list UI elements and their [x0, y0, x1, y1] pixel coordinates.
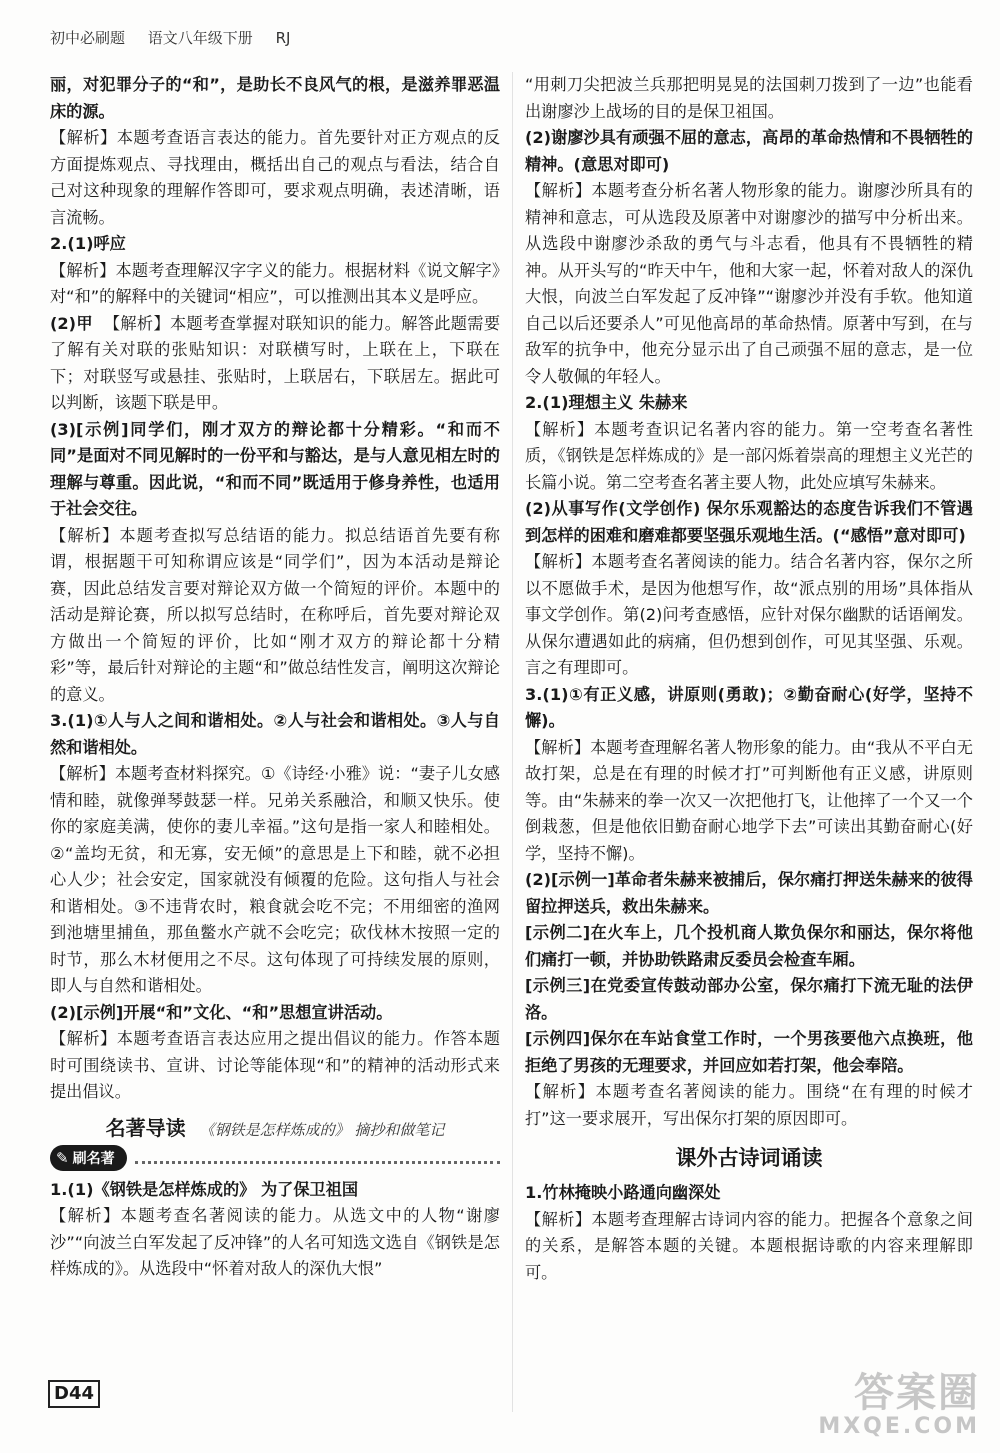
edition-label: RJ [275, 29, 291, 47]
section-title-classics [50, 1112, 500, 1141]
series-title: 初中必刷题 [50, 29, 126, 47]
question-number: 2. [50, 234, 68, 253]
question-item [50, 231, 500, 258]
analysis-text: 【解析】本题考查语言表达应用之提出倡议的能力。作答本题时可围绕读书、宣讲、讨论等能体现“和”的精神的活动形式来提出倡议。 [50, 1029, 500, 1101]
watermark-url: MXQE.COM [818, 1414, 980, 1439]
answer-text: (1)理想主义 朱赫来 [542, 393, 688, 412]
answer-text: (3)[示例]同学们，刚才双方的辩论都十分精彩。“和而不同”是面对不同见解时的一份平和与豁达，是与人意见相左时的理解与尊重。因此说，“和而不同”既适用于修身养性，也适用于社会交往。 [50, 419, 500, 518]
answer-text: 竹林掩映小路通向幽深处 [542, 1183, 721, 1202]
answer-text: (1)《钢铁是怎样炼成的》 为了保卫祖国 [67, 1179, 359, 1199]
question-number: 3. [50, 711, 68, 730]
question-item [525, 390, 973, 417]
page-header [50, 24, 950, 52]
question-number: 2. [525, 393, 543, 412]
analysis-text: “用刺刀尖把波兰兵那把明晃晃的法国刺刀拨到了一边”也能看出谢廖沙上战场的目的是保卫祖国。 [525, 75, 973, 121]
analysis-text: 【解析】本题考查掌握对联知识的能力。解答此题需要了解有关对联的张贴知识：对联横写时，上联在上，下联在下；对联竖写或悬挂、张贴时，上联居右，下联居左。据此可以判断，该题下联是甲。 [50, 313, 501, 412]
question-number: 3. [525, 684, 543, 704]
answer-text: [示例二]在火车上，几个投机商人欺负保尔和丽达，保尔将他们痛打一顿，并协助铁路肃反委员会检查车厢。 [525, 923, 973, 969]
pencil-icon: ✎ [56, 1148, 69, 1167]
answer-text: (1)①人与人之间和谐相处。②人与社会和谐相处。③人与自然和谐相处。 [50, 711, 500, 757]
analysis-text: 【解析】本题考查识记名著内容的能力。第一空考查名著性质，《钢铁是怎样炼成的》是一部闪烁着崇高的理想主义光芒的长篇小说。第二空考查名著主要人物，此处应填写朱赫来。 [525, 419, 973, 492]
page-number: D44 [48, 1380, 100, 1408]
analysis-text: 【解析】本题考查材料探究。①《诗经·小雅》说：“妻子儿女感情和睦，就像弹琴鼓瑟一样。兄弟关系融洽，和顺又快乐。使你的家庭美满，使你的妻儿幸福。”这句是指一家人和睦相处。②“盖均无贫，和无寡，安无倾”的意思是上下和睦，就不必担心人少；社会安定，国家就没有倾覆的危险。这句指人与社会和谐相处。③不违背农时，粮食就会吃不完；不用细密的渔网到池塘里捕鱼，那鱼鳖水产就不会吃完；砍伐林木按照一定的时节，那么木材便用之不尽。这句体现了可持续发展的原则，即人与自然和谐相处。 [50, 764, 500, 995]
question-item [50, 311, 500, 417]
answer-text: (2)甲 [50, 313, 93, 333]
answer-text: (1)①有正义感，讲原则(勇敢)；②勤奋耐心(好学，坚持不懈)。 [525, 684, 973, 730]
analysis-text: 【解析】本题考查理解古诗词内容的能力。把握各个意象之间的关系，是解答本题的关键。本题根据诗歌的内容来理解即可。 [525, 1209, 973, 1282]
analysis-text: 【解析】本题考查理解汉字字义的能力。根据材料《说文解字》对“和”的解释中的关键词“相应”，可以推测出其本义是呼应。 [50, 260, 500, 306]
question-item [525, 1180, 973, 1207]
analysis-text: 【解析】本题考查语言表达的能力。首先要针对正方观点的反方面提炼观点、寻找理由，概括出自己的观点与看法，结合自己对这种现象的理解作答即可，要求观点明确，表述清晰，语言流畅。 [50, 128, 500, 227]
analysis-text: 【解析】本题考查名著阅读的能力。围绕“在有理的时候才打”这一要求展开，写出保尔打架的原因即可。 [525, 1082, 973, 1128]
watermark-logo [818, 1372, 980, 1439]
watermark-text: 答案圈 [854, 1370, 980, 1416]
dotted-divider [135, 1151, 500, 1164]
brush-classics-banner [50, 1145, 500, 1171]
section-title-text: 名著导读 [105, 1115, 186, 1140]
right-column [525, 72, 973, 1286]
section-title-poetry: 课外古诗词诵读 [675, 1146, 823, 1170]
question-item [50, 708, 500, 761]
answer-text: (2)谢廖沙具有顽强不屈的意志，高昂的革命热情和不畏牺牲的精神。(意思对即可) [525, 128, 973, 174]
section-subtitle: 《钢铁是怎样炼成的》 摘抄和做笔记 [199, 1120, 445, 1139]
answer-text: [示例四]保尔在车站食堂工作时，一个男孩要他六点换班，他拒绝了男孩的无理要求，并回应如若打架，他会奉陪。 [525, 1029, 973, 1075]
answer-text: (2)[示例]开展“和”文化、“和”思想宣讲活动。 [50, 1002, 393, 1022]
subject-title: 语文八年级下册 [147, 29, 253, 47]
answer-text: 丽，对犯罪分子的“和”，是助长不良风气的根，是滋养罪恶温床的源。 [50, 75, 500, 121]
analysis-text: 【解析】本题考查分析名著人物形象的能力。谢廖沙所具有的精神和意志，可从选段及原著中对谢廖沙的描写中分析出来。从选段中谢廖沙杀敌的勇气与斗志看，他具有不畏牺牲的精神。从开头写的“昨天中午，他和大家一起，怀着对敌人的深仇大恨，向波兰白军发起了反冲锋”“谢廖沙并没有手软。他知道自己以后还要杀人”可见他高昂的革命热情。原著中写到，在与敌军的抗争中，他充分显示出了自己顽强不屈的意志，是一位令人敬佩的年轻人。 [525, 181, 973, 386]
answer-text: (2)从事写作(文学创作) 保尔乐观豁达的态度告诉我们不管遇到怎样的困难和磨难都要坚强乐观地生活。(“感悟”意对即可) [525, 499, 973, 545]
brush-badge [50, 1145, 127, 1171]
column-divider [512, 72, 513, 1412]
answer-text: (1)呼应 [67, 234, 126, 253]
answer-text: (2)[示例一]革命者朱赫来被捕后，保尔痛打押送朱赫来的彼得留拉押送兵，救出朱赫来。 [525, 870, 973, 916]
question-number: 1. [50, 1179, 68, 1199]
analysis-text: 【解析】本题考查理解名著人物形象的能力。由“我从不平白无故打架，总是在有理的时候才打”可判断他有正义感，讲原则等。由“朱赫来的拳一次又一次把他打飞，让他摔了一个又一个倒栽葱，但是他依旧勤奋耐心地学下去”可读出其勤奋耐心(好学，坚持不懈)。 [525, 737, 973, 863]
analysis-text: 【解析】本题考查名著阅读的能力。从选文中的人物“谢廖沙”“向波兰白军发起了反冲锋”的人名可知选文选自《钢铁是怎样炼成的》。从选段中“怀着对敌人的深仇大恨” [50, 1206, 500, 1278]
question-number: 1. [525, 1183, 543, 1202]
analysis-text: 【解析】本题考查拟写总结语的能力。拟总结语首先要有称谓，根据题干可知称谓应该是“同学们”，因为本活动是辩论赛，因此总结发言要对辩论双方做一个简短的评价。本题中的活动是辩论赛，所以拟写总结时，在称呼后，首先要对辩论双方做出一个简短的评价，比如“刚才双方的辩论都十分精彩”等，最后针对辩论的主题“和”做总结性发言，阐明这次辩论的意义。 [50, 525, 500, 704]
question-item [525, 682, 973, 735]
question-item [50, 1177, 500, 1204]
answer-text: [示例三]在党委宣传鼓动部办公室，保尔痛打下流无耻的法伊洛。 [525, 976, 973, 1022]
left-column [50, 72, 500, 1283]
analysis-text: 【解析】本题考查名著阅读的能力。结合名著内容，保尔之所以不愿做手术，是因为他想写作，故“派点别的用场”具体指从事文学创作。第(2)问考查感悟，应针对保尔幽默的话语阐发。从保尔遭遇如此的病痛，但仍想到创作，可见其坚强、乐观。言之有理即可。 [525, 552, 973, 677]
badge-label: 刷名著 [72, 1150, 115, 1167]
